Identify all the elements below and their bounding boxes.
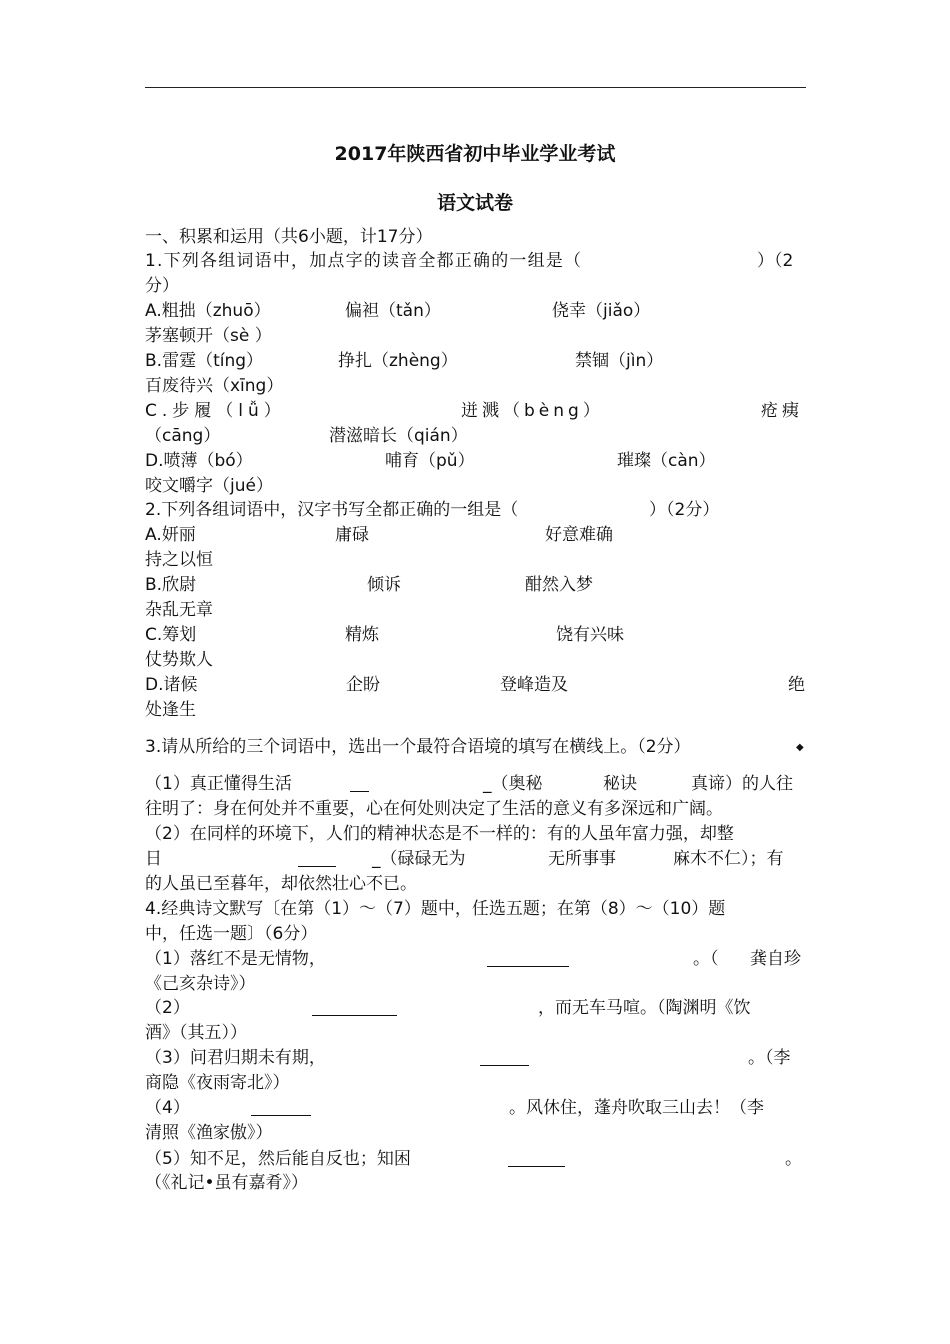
q4-poem-5 (145, 1147, 806, 1172)
q1-option-a (145, 299, 806, 324)
q4-poem-5-src (145, 1171, 806, 1196)
q4-poem-3 (145, 1046, 806, 1071)
q2-option-c (145, 623, 806, 648)
q4-stem-cont-text: 中，任选一题〕（6分） (145, 924, 318, 944)
q2-option-a (145, 523, 806, 548)
q2-d-2: 企盼 (346, 675, 380, 695)
q1-a-3: 侥幸（jiǎo） (552, 301, 651, 321)
q4-poem-4-src (145, 1121, 806, 1146)
q1-c-2: 迸溅（bèng） (461, 401, 604, 421)
q3-s2-option-2: 无所事事 (548, 849, 616, 869)
q1-b-2: 挣扎（zhèng） (338, 351, 458, 371)
q3-sentence-2 (145, 822, 806, 847)
q2-a-3: 好意难确 (545, 525, 613, 545)
q2-b-3: 酣然入梦 (525, 575, 593, 595)
q1-b-4: 百废待兴（xīng） (145, 376, 284, 396)
q4-blank-4[interactable] (251, 1096, 311, 1116)
q1-c-5: 潜滋暗长（qián） (329, 426, 468, 446)
q1-option-b (145, 349, 806, 374)
q2-option-b (145, 573, 806, 598)
q2-a-1: A.妍丽 (145, 525, 196, 545)
q4-blank-1[interactable] (487, 947, 569, 967)
q3-stem-text: 3.请从所给的三个词语中，选出一个最符合语境的填写在横线上。（2分） (145, 737, 691, 757)
q3-s2-text: （2）在同样的环境下，人们的精神状态是不一样的：有的人虽年富力强，却整 (145, 824, 734, 844)
q4-blank-5[interactable] (508, 1147, 565, 1167)
q1-score: ）（2 (757, 251, 794, 271)
diamond-icon: ◆ (796, 742, 804, 753)
q4-poem-2 (145, 996, 806, 1021)
q4-blank-2[interactable] (312, 996, 397, 1016)
q3-s1-option-1: _（奥秘 (483, 774, 543, 794)
q2-option-b-cont (145, 598, 806, 623)
q4-poem-3-src (145, 1071, 806, 1096)
q1-b-3: 禁锢（jìn） (575, 351, 664, 371)
q2-b-1: B.欣尉 (145, 575, 197, 595)
q4-p2-text: ，而无车马喧。（陶渊明《饮 (538, 998, 751, 1018)
q4-p3-punct: 。（李 (748, 1048, 791, 1068)
q1-option-d-cont (145, 474, 806, 499)
q2-stem (145, 498, 806, 523)
q3-s2-option-1: _（碌碌无为 (372, 849, 466, 869)
q3-sentence-1 (145, 772, 806, 797)
q2-b-2: 倾诉 (367, 575, 401, 595)
q4-poem-2-src (145, 1021, 806, 1046)
q2-option-c-cont (145, 648, 806, 673)
q2-option-d-cont (145, 698, 806, 723)
q4-p1-source: 《己亥杂诗》） (145, 974, 256, 994)
q4-p5-punct: 。 (785, 1149, 802, 1169)
header-rule (145, 87, 806, 88)
q1-stem-text: 1.下列各组词语中，加点字的读音全都正确的一组是（ (145, 251, 583, 271)
q4-p2-source: 酒》（其五）） (145, 1023, 247, 1043)
q1-option-a-cont (145, 324, 806, 349)
q4-stem-cont (145, 922, 806, 947)
q1-a-4: 茅塞顿开（sè ） (145, 326, 272, 346)
q1-option-c-cont (145, 424, 806, 449)
q2-c-4: 仗势欺人 (145, 650, 213, 670)
q1-c-3: 疮痍 (761, 401, 803, 421)
q2-option-a-cont (145, 548, 806, 573)
q2-score: ）（2分） (649, 500, 720, 520)
q1-stem (145, 249, 806, 274)
q1-c-1: C.步履（lǚ） (145, 401, 286, 421)
q2-b-4: 杂乱无章 (145, 600, 213, 620)
q2-c-2: 精炼 (345, 625, 379, 645)
q3-sentence-1-cont (145, 797, 806, 822)
q4-p4-text: 。风休住，蓬舟吹取三山去！（李 (509, 1098, 764, 1118)
q1-a-1: A.粗拙（zhuō） (145, 301, 271, 321)
q2-c-1: C.筹划 (145, 625, 197, 645)
q3-s1-cont-text: 往明了：身在何处并不重要，心在何处则决定了生活的意义有多深远和广阔。 (145, 799, 723, 819)
q3-s1-option-3: 真谛）的人往 (691, 774, 793, 794)
q4-poem-1 (145, 947, 806, 972)
q4-p1-author: 龚自珍 (750, 949, 801, 969)
q1-option-b-cont (145, 374, 806, 399)
q1-option-d (145, 449, 806, 474)
q4-poem-1-src (145, 972, 806, 997)
q4-stem (145, 897, 806, 922)
q1-c-4: （cāng） (145, 426, 221, 446)
q4-p3-source: 商隐《夜雨寄北》） (145, 1073, 290, 1093)
q2-d-4: 绝 (788, 675, 805, 695)
q2-option-d (145, 673, 806, 698)
section-heading-text: 一、积累和运用（共6小题，计17分） (145, 227, 433, 247)
q2-d-5: 处逢生 (145, 700, 196, 720)
q2-a-4: 持之以恒 (145, 550, 213, 570)
q2-c-3: 饶有兴味 (556, 625, 624, 645)
q1-d-3: 璀璨（càn） (617, 451, 716, 471)
q4-p4-source: 清照《渔家傲》） (145, 1123, 273, 1143)
q2-d-1: D.诸候 (145, 675, 198, 695)
q1-a-2: 偏袒（tǎn） (345, 301, 441, 321)
q4-p4-number: （4） (145, 1098, 190, 1118)
q3-s1-option-2: 秘诀 (603, 774, 637, 794)
exam-title: 2017年陕西省初中毕业学业考试 (334, 143, 616, 165)
q4-blank-3[interactable] (480, 1046, 529, 1066)
q1-d-4: 咬文嚼字（jué） (145, 476, 273, 496)
q1-d-2: 哺育（pǔ） (385, 451, 475, 471)
q3-blank-1[interactable] (350, 772, 369, 792)
q1-stem-cont-text: 分） (145, 276, 179, 296)
q3-sentence-2-end (145, 872, 806, 897)
q1-b-1: B.雷霆（tíng） (145, 351, 264, 371)
q4-p5-text: （5）知不足，然后能自反也；知困 (145, 1149, 411, 1169)
q3-s2-day: 日 (145, 849, 162, 869)
q2-stem-text: 2.下列各组词语中，汉字书写全都正确的一组是（ (145, 500, 519, 520)
q3-sentence-2-cont (145, 847, 806, 872)
q4-p5-source: （《礼记•虽有嘉肴》） (145, 1173, 309, 1193)
q4-poem-4 (145, 1096, 806, 1121)
q3-blank-2[interactable] (298, 847, 336, 867)
q3-s2-option-3: 麻木不仁）；有 (673, 849, 784, 869)
q1-stem-cont (145, 274, 806, 299)
q4-p1-text: （1）落红不是无情物， (145, 949, 326, 969)
q3-stem (145, 735, 806, 760)
q4-p2-number: （2） (145, 998, 190, 1018)
q2-d-3: 登峰造及 (500, 675, 568, 695)
section-heading (145, 225, 806, 250)
q1-option-c (145, 399, 806, 424)
q4-p1-punct: 。（ (693, 949, 719, 969)
q4-stem-text: 4.经典诗文默写〔在第（1）～（7）题中，任选五题；在第（8）～（10）题 (145, 899, 726, 919)
q2-a-2: 庸碌 (335, 525, 369, 545)
q4-p3-text: （3）问君归期未有期， (145, 1048, 326, 1068)
q3-s2-end-text: 的人虽已至暮年，却依然壮心不已。 (145, 874, 417, 894)
q3-s1-text: （1）真正懂得生活 (145, 774, 292, 794)
exam-subtitle: 语文试卷 (436, 192, 513, 214)
q1-d-1: D.喷薄（bó） (145, 451, 253, 471)
